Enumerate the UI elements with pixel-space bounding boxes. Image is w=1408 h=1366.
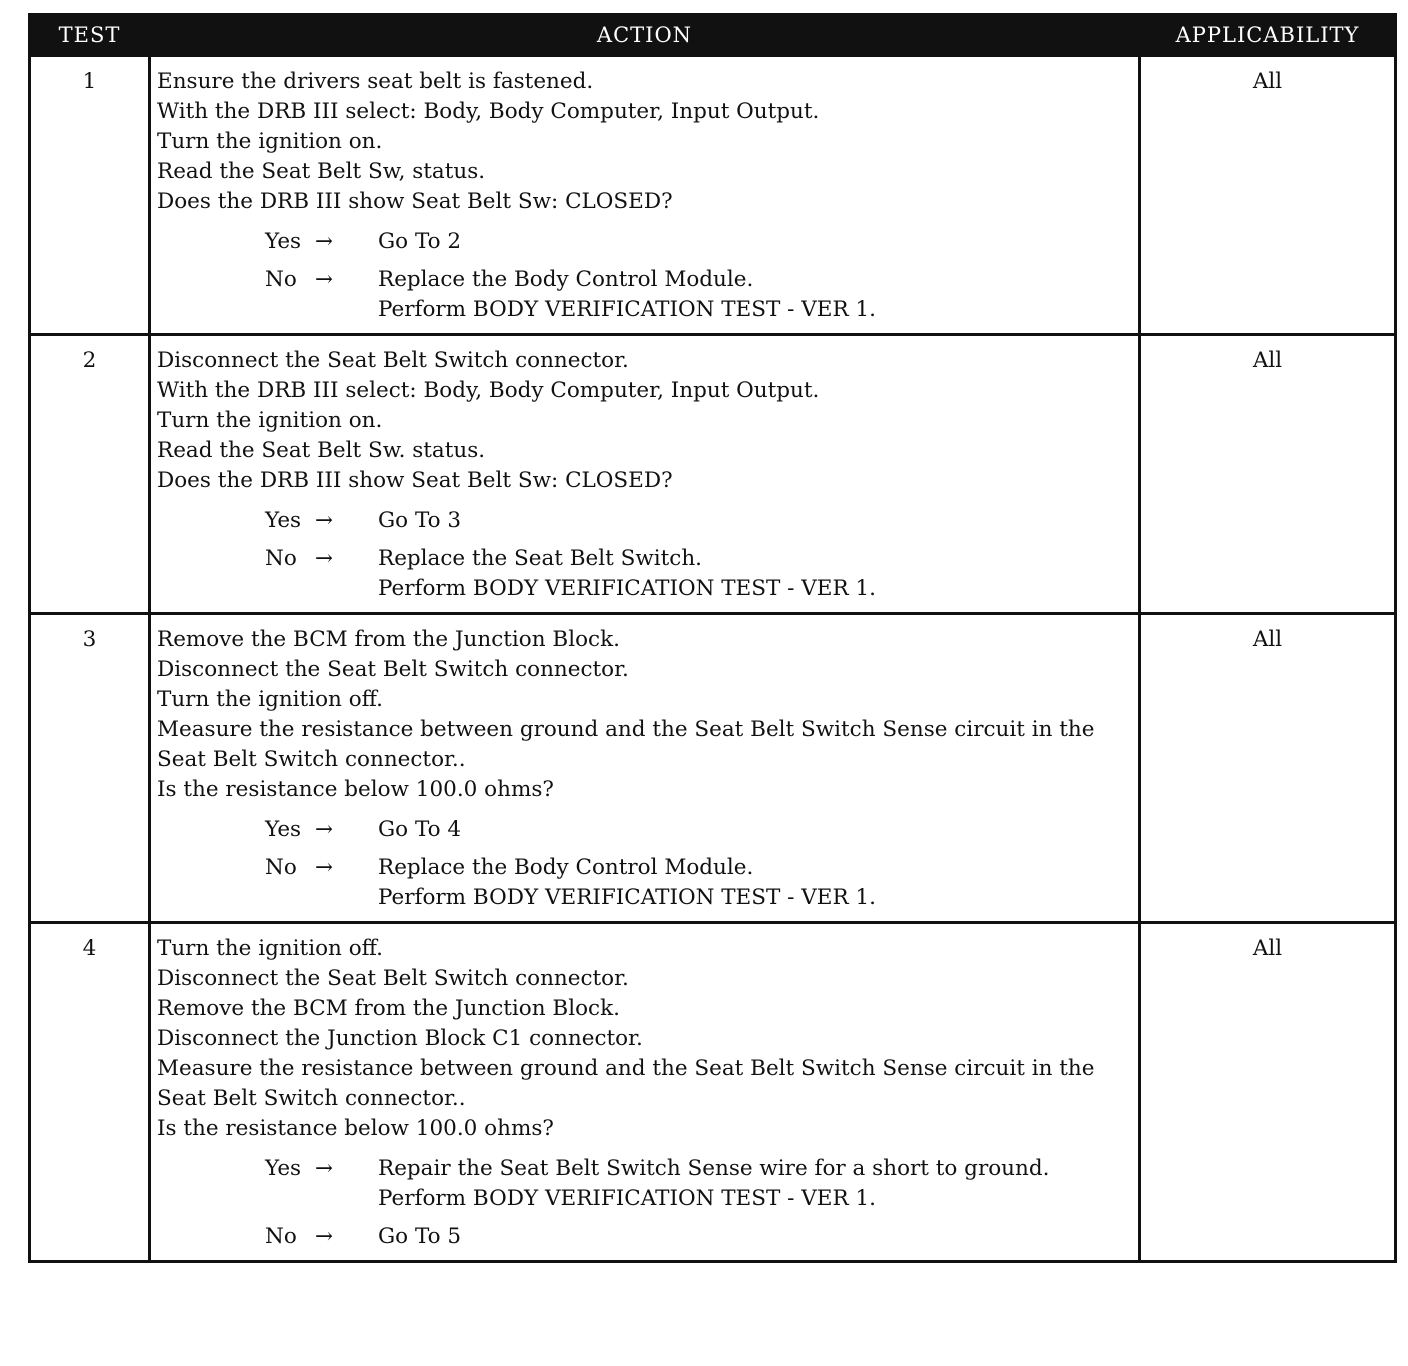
no-result [378, 544, 1134, 604]
no-answer [265, 544, 1134, 604]
action-step: With the DRB III select: Body, Body Computer, Input Output. [157, 99, 820, 124]
result-line: Replace the Body Control Module. [378, 267, 754, 292]
yes-result [378, 815, 1134, 845]
no-label: No [265, 546, 297, 571]
right-arrow-icon: → [315, 546, 334, 571]
action-step: Turn the ignition off. [157, 936, 383, 961]
action-step: Disconnect the Seat Belt Switch connector. [157, 966, 629, 991]
applicability-cell: All [1140, 335, 1396, 614]
no-result [378, 1222, 1134, 1252]
action-step: Seat Belt Switch connector.. [157, 1086, 466, 1111]
applicability-cell: All [1140, 923, 1396, 1262]
right-arrow-icon: → [315, 1224, 334, 1249]
table-row [30, 335, 1396, 614]
table-row [30, 923, 1396, 1262]
right-arrow-icon: → [315, 508, 334, 533]
yes-label: Yes [265, 229, 302, 254]
action-step: Disconnect the Seat Belt Switch connector. [157, 348, 629, 373]
yes-label: Yes [265, 1156, 302, 1181]
yes-label: Yes [265, 508, 302, 533]
result-line: Replace the Body Control Module. [378, 855, 754, 880]
answer-block [157, 815, 1134, 913]
action-step: With the DRB III select: Body, Body Computer, Input Output. [157, 378, 820, 403]
result-line: Go To 4 [378, 817, 462, 842]
action-step: Is the resistance below 100.0 ohms? [157, 777, 554, 802]
action-cell [150, 923, 1140, 1262]
applicability-cell: All [1140, 614, 1396, 923]
answer-block [157, 227, 1134, 325]
header-action: ACTION [150, 15, 1140, 56]
action-step: Read the Seat Belt Sw, status. [157, 159, 486, 184]
table-row [30, 56, 1396, 335]
result-line: Perform BODY VERIFICATION TEST - VER 1. [378, 297, 877, 322]
no-result [378, 853, 1134, 913]
header-applicability: APPLICABILITY [1140, 15, 1396, 56]
test-number: 1 [30, 56, 150, 335]
result-line: Perform BODY VERIFICATION TEST - VER 1. [378, 1186, 877, 1211]
action-step: Measure the resistance between ground and the Seat Belt Switch Sense circuit in the [157, 717, 1095, 742]
no-answer [265, 265, 1134, 325]
action-step: Seat Belt Switch connector.. [157, 747, 466, 772]
diagnostic-test-table [28, 13, 1397, 1263]
action-step: Read the Seat Belt Sw. status. [157, 438, 486, 463]
result-line: Repair the Seat Belt Switch Sense wire for a short to ground. [378, 1156, 1050, 1181]
yes-answer [265, 506, 1134, 536]
action-step: Turn the ignition on. [157, 408, 383, 433]
no-answer [265, 1222, 1134, 1252]
answer-block [157, 506, 1134, 604]
no-label: No [265, 1224, 297, 1249]
result-line: Go To 5 [378, 1224, 462, 1249]
action-step: Does the DRB III show Seat Belt Sw: CLOSED? [157, 468, 673, 493]
action-step: Remove the BCM from the Junction Block. [157, 996, 620, 1021]
result-line: Perform BODY VERIFICATION TEST - VER 1. [378, 576, 877, 601]
result-line: Replace the Seat Belt Switch. [378, 546, 703, 571]
applicability-cell: All [1140, 56, 1396, 335]
yes-label: Yes [265, 817, 302, 842]
test-number: 3 [30, 614, 150, 923]
right-arrow-icon: → [315, 1156, 334, 1181]
action-step: Turn the ignition on. [157, 129, 383, 154]
yes-result [378, 227, 1134, 257]
action-step: Measure the resistance between ground and the Seat Belt Switch Sense circuit in the [157, 1056, 1095, 1081]
no-label: No [265, 855, 297, 880]
right-arrow-icon: → [315, 817, 334, 842]
right-arrow-icon: → [315, 855, 334, 880]
table-body [30, 56, 1396, 1262]
action-step: Remove the BCM from the Junction Block. [157, 627, 620, 652]
action-step: Ensure the drivers seat belt is fastened. [157, 69, 594, 94]
result-line: Go To 2 [378, 229, 462, 254]
header-test: TEST [30, 15, 150, 56]
right-arrow-icon: → [315, 229, 334, 254]
yes-answer [265, 815, 1134, 845]
no-answer [265, 853, 1134, 913]
no-label: No [265, 267, 297, 292]
result-line: Go To 3 [378, 508, 462, 533]
action-step: Disconnect the Junction Block C1 connector. [157, 1026, 643, 1051]
action-step: Turn the ignition off. [157, 687, 383, 712]
test-number: 4 [30, 923, 150, 1262]
yes-result [378, 1154, 1134, 1214]
no-result [378, 265, 1134, 325]
action-cell [150, 614, 1140, 923]
action-step: Is the resistance below 100.0 ohms? [157, 1116, 554, 1141]
action-step: Does the DRB III show Seat Belt Sw: CLOSED? [157, 189, 673, 214]
yes-result [378, 506, 1134, 536]
result-line: Perform BODY VERIFICATION TEST - VER 1. [378, 885, 877, 910]
yes-answer [265, 227, 1134, 257]
action-cell [150, 335, 1140, 614]
right-arrow-icon: → [315, 267, 334, 292]
test-number: 2 [30, 335, 150, 614]
header-row [30, 15, 1396, 56]
action-step: Disconnect the Seat Belt Switch connector. [157, 657, 629, 682]
action-cell [150, 56, 1140, 335]
table-row [30, 614, 1396, 923]
answer-block [157, 1154, 1134, 1252]
yes-answer [265, 1154, 1134, 1214]
